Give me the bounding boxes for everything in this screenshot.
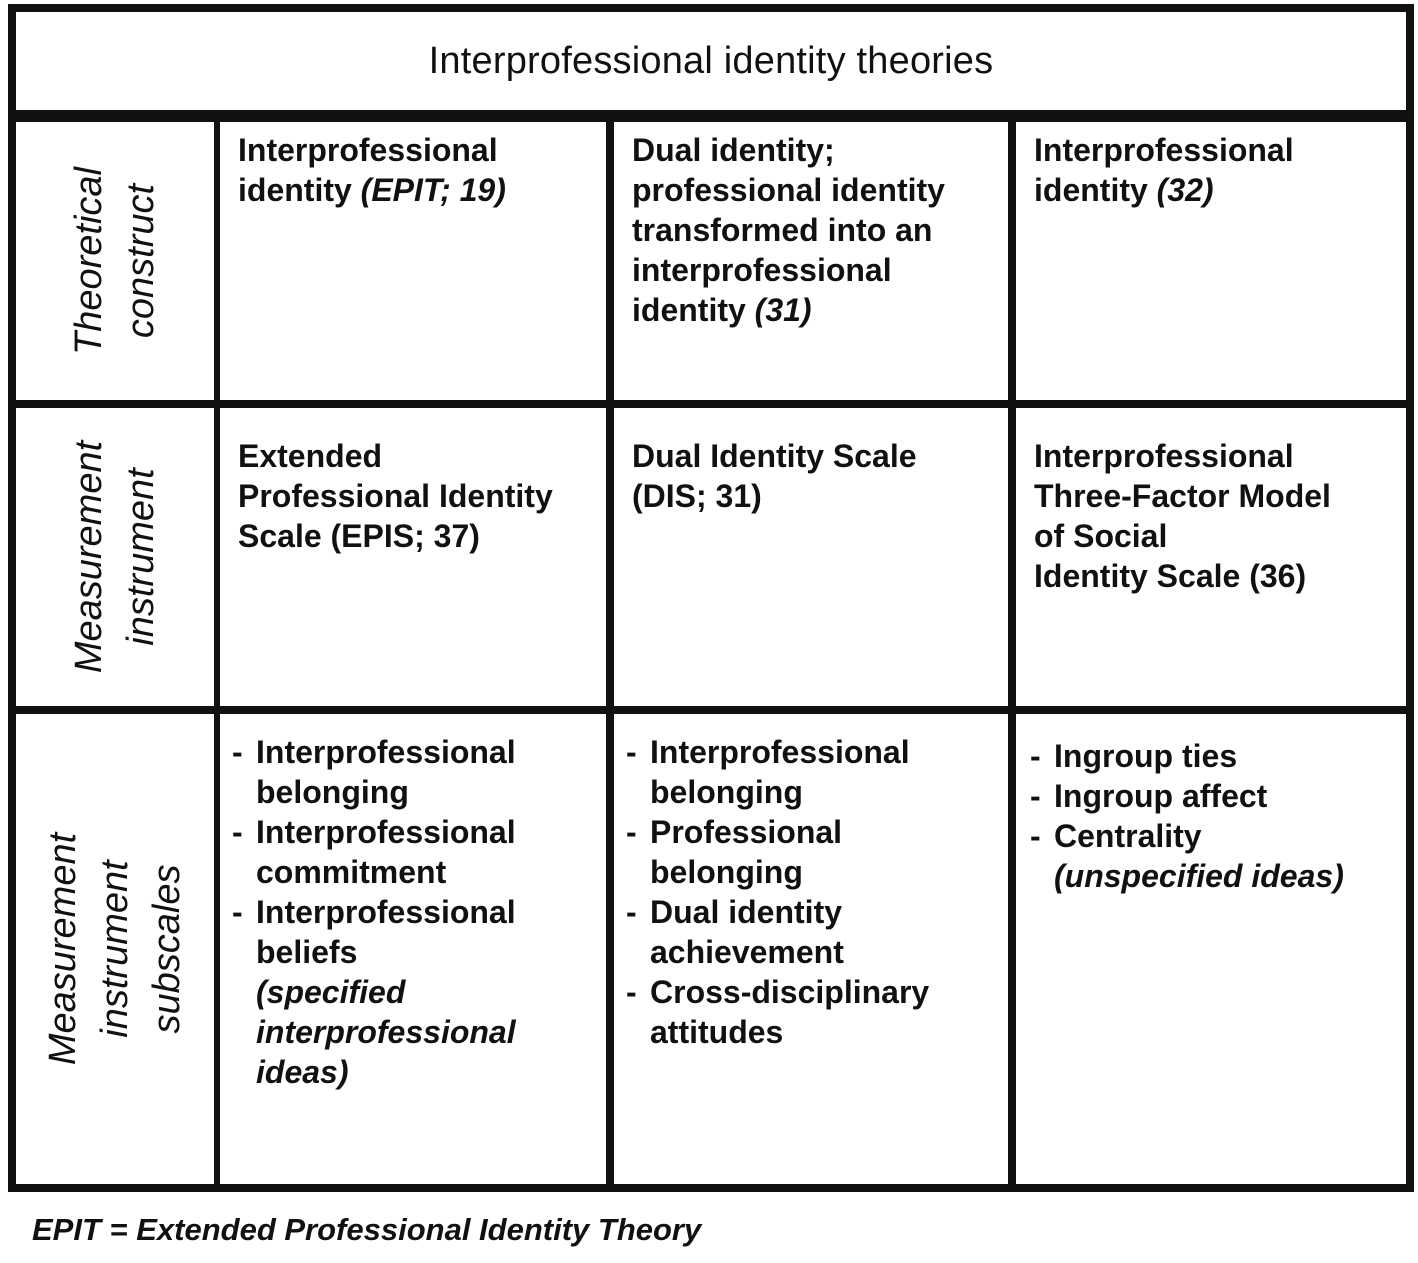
cell-dis-subscales — [614, 714, 1008, 1184]
list-item: - Cross-disciplinary attitudes — [626, 972, 994, 1052]
row-label-text: Theoretical construct — [67, 167, 162, 355]
subscale-list — [1030, 736, 1392, 856]
list-item: - Interprofessional belonging — [232, 732, 592, 812]
cell-three-factor-instrument: Interprofessional Three-Factor Model of Social Identity Scale (36) — [1016, 408, 1406, 706]
subscale-note: (specified interprofessional ideas) — [256, 974, 516, 1090]
theory-table — [8, 4, 1414, 1192]
list-item: - Dual identity achievement — [626, 892, 994, 972]
row-label-measurement-instrument — [16, 408, 214, 706]
footnote: EPIT = Extended Professional Identity Theory — [32, 1212, 702, 1247]
cell-dis-instrument: Dual Identity Scale (DIS; 31) — [614, 408, 1008, 706]
row-label-theoretical-construct — [16, 122, 214, 400]
table-title: Interprofessional identity theories — [428, 39, 994, 82]
cell-epis-subscales — [220, 714, 606, 1184]
list-item: - Professional belonging — [626, 812, 994, 892]
table-header — [16, 12, 1406, 110]
row-label-measurement-subscales — [16, 714, 214, 1184]
subscale-note: (unspecified ideas) — [1054, 858, 1344, 894]
cell-interprofessional-construct: Interprofessional identity (32) — [1016, 122, 1406, 400]
list-item: - Interprofessional belonging — [626, 732, 994, 812]
subscale-list — [626, 732, 994, 1052]
cell-three-factor-subscales — [1016, 714, 1406, 1184]
list-item: - Interprofessional commitment — [232, 812, 592, 892]
subscale-list — [232, 732, 592, 972]
list-item: - Centrality — [1030, 816, 1392, 856]
cell-epit-construct: Interprofessional identity (EPIT; 19) — [220, 122, 606, 400]
list-item: - Ingroup affect — [1030, 776, 1392, 816]
cell-epis-instrument: Extended Professional Identity Scale (EPIS; 37) — [220, 408, 606, 706]
row-label-text: Measurement instrument — [68, 440, 163, 674]
list-item: - Ingroup ties — [1030, 736, 1392, 776]
row-label-text: Measurement instrument subscales — [42, 832, 189, 1066]
cell-dual-identity-construct: Dual identity; professional identity transformed into an interprofessional identity (31) — [614, 122, 1008, 400]
list-item: - Interprofessional beliefs — [232, 892, 592, 972]
